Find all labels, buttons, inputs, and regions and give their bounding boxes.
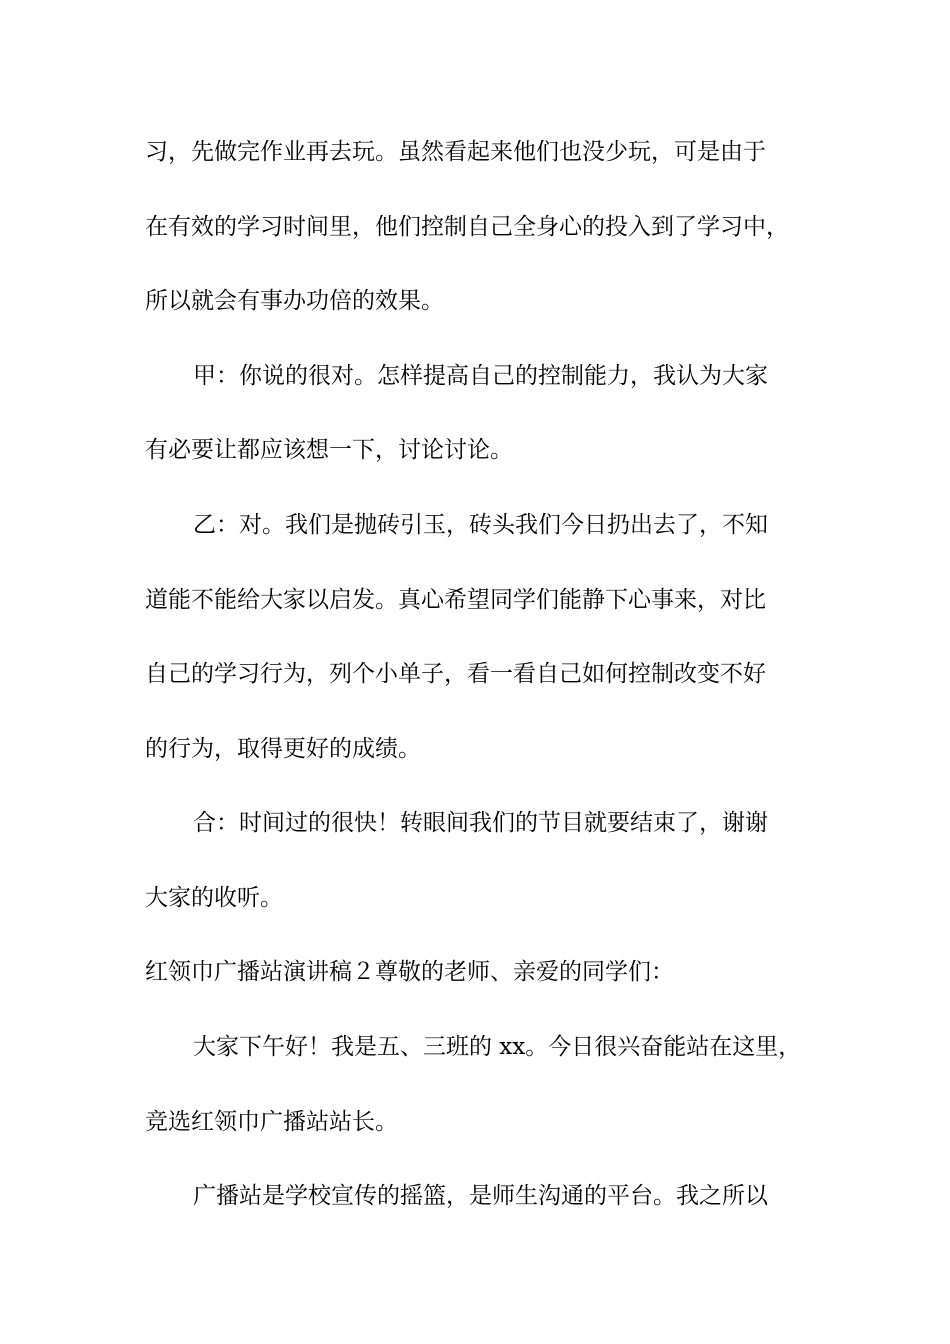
- paragraph-start-line: 大家下午好！我是五、三班的 xx。今日很兴奋能站在这里，: [193, 1034, 802, 1060]
- text-line: 的行为，取得更好的成绩。: [145, 736, 421, 762]
- text-line: 大家的收听。: [145, 885, 283, 911]
- text-line: 道能不能给大家以启发。真心希望同学们能静下心事来，对比: [145, 587, 766, 613]
- text-line: 有必要让都应该想一下，讨论讨论。: [145, 437, 513, 463]
- paragraph-start-line: 广播站是学校宣传的摇篮，是师生沟通的平台。我之所以: [193, 1183, 768, 1209]
- text-line: 习，先做完作业再去玩。虽然看起来他们也没少玩，可是由于: [145, 139, 766, 165]
- text-line: 在有效的学习时间里，他们控制自己全身心的投入到了学习中，: [145, 214, 789, 240]
- text-line: 自己的学习行为，列个小单子，看一看自己如何控制改变不好: [145, 661, 766, 687]
- paragraph-start-line: 乙：对。我们是抛砖引玉，砖头我们今日扔出去了，不知: [193, 512, 768, 538]
- text-line: 竞选红领巾广播站站长。: [145, 1109, 398, 1135]
- text-line: 所以就会有事办功倍的效果。: [145, 288, 444, 314]
- paragraph-start-line: 甲：你说的很对。怎样提高自己的控制能力，我认为大家: [193, 363, 768, 389]
- paragraph-start-line: 合：时间过的很快！转眼间我们的节目就要结束了，谢谢: [193, 810, 768, 836]
- section-heading-line: 红领巾广播站演讲稿２尊敬的老师、亲爱的同学们：: [145, 959, 674, 985]
